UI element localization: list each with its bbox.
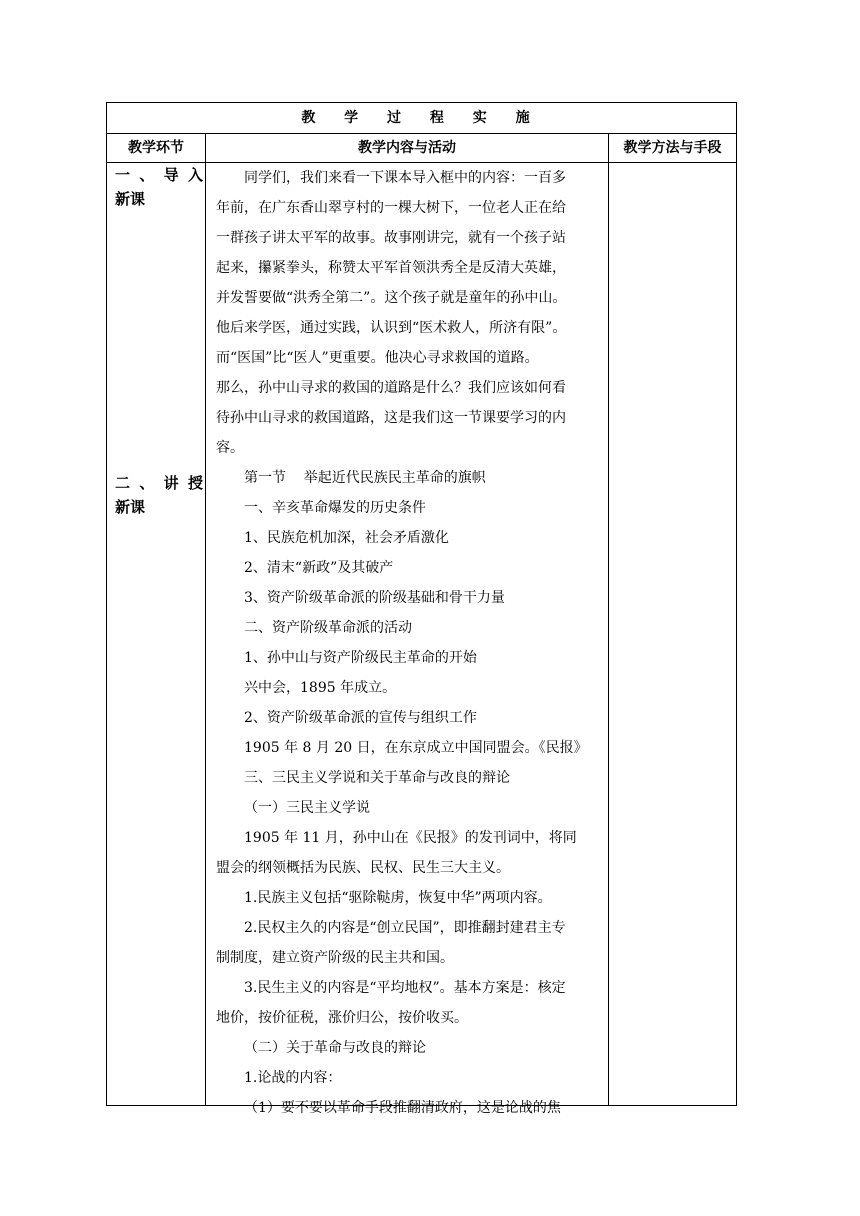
teaching-process-table xyxy=(106,102,737,1116)
content-line: 2、清末“新政”及其破产 xyxy=(244,560,394,576)
content-line: 1.民族主义包括“驱除鞑虏，恢复中华”两项内容。 xyxy=(244,890,552,906)
teaching-content xyxy=(216,163,606,1123)
content-line: （二）关于革命与改良的辩论 xyxy=(244,1040,426,1056)
content-line: 那么，孙中山寻求的救国的道路是什么？我们应该如何看 xyxy=(216,380,566,396)
content-line: 1905 年 8 月 20 日，在东京成立中国同盟会。《民报》 xyxy=(244,740,588,756)
content-line: 2、资产阶级革命派的宣传与组织工作 xyxy=(244,710,477,726)
header-method: 教学方法与手段 xyxy=(623,140,722,156)
content-line: 兴中会，1895 年成立。 xyxy=(244,680,397,696)
column-divider xyxy=(608,134,609,1105)
section-intro-label xyxy=(115,163,203,211)
content-line: 制制度，建立资产阶级的民主共和国。 xyxy=(216,950,454,966)
content-line: 第一节 举起近代民族民主革命的旗帜 xyxy=(244,470,486,486)
content-line: 容。 xyxy=(216,440,244,456)
content-line: 待孙中山寻求的救国道路，这是我们这一节课要学习的内 xyxy=(216,410,566,426)
content-line: 3.民生主义的内容是“平均地权”。基本方案是：核定 xyxy=(244,980,566,996)
content-line: 并发誓要做“洪秀全第二”。这个孩子就是童年的孙中山。 xyxy=(216,290,567,306)
content-line: 地价，按价征税，涨价归公，按价收买。 xyxy=(216,1010,468,1026)
section-lecture-label xyxy=(115,471,203,519)
content-line: 2.民权主久的内容是“创立民国”，即推翻封建君主专 xyxy=(244,920,566,936)
content-line: 一群孩子讲太平军的故事。故事刚讲完，就有一个孩子站 xyxy=(216,230,566,246)
column-divider xyxy=(205,134,206,1105)
content-line: 1、民族危机加深，社会矛盾激化 xyxy=(244,530,449,546)
content-line: 1.论战的内容： xyxy=(244,1070,342,1086)
content-line: 起来，攥紧拳头，称赞太平军首领洪秀全是反清大英雄， xyxy=(216,260,566,276)
content-line: 1905 年 11 月，孙中山在《民报》的发刊词中，将同 xyxy=(244,830,577,846)
content-line: 他后来学医，通过实践，认识到“医术救人，所济有限”。 xyxy=(216,320,567,336)
content-line: 1、孙中山与资产阶级民主革命的开始 xyxy=(244,650,477,666)
content-line: 一、辛亥革命爆发的历史条件 xyxy=(244,500,426,516)
content-line: 二、资产阶级革命派的活动 xyxy=(244,620,412,636)
section-label-line: 新课 xyxy=(115,190,146,208)
header-content: 教学内容与活动 xyxy=(358,140,456,156)
section-label-line: 新课 xyxy=(115,498,146,516)
content-line: 盟会的纲领概括为民族、民权、民生三大主义。 xyxy=(216,860,510,876)
content-line: 年前，在广东香山翠亨村的一棵大树下，一位老人正在给 xyxy=(216,200,566,216)
content-line: 3、资产阶级革命派的阶级基础和骨干力量 xyxy=(244,590,505,606)
content-line: （一）三民主义学说 xyxy=(244,800,370,816)
section-label-line: 一、导入 xyxy=(115,166,203,184)
section-label-line: 二、讲授 xyxy=(115,474,203,492)
table-title: 教 学 过 程 实 施 xyxy=(107,103,736,134)
content-line: （1）要不要以革命手段推翻清政府，这是论战的焦 xyxy=(244,1100,561,1116)
content-line: 同学们，我们来看一下课本导入框中的内容：一百多 xyxy=(244,170,566,186)
header-stage: 教学环节 xyxy=(128,140,184,156)
content-line: 而“医国”比“医人”更重要。他决心寻求救国的道路。 xyxy=(216,350,539,366)
content-line: 三、三民主义学说和关于革命与改良的辩论 xyxy=(244,770,510,786)
